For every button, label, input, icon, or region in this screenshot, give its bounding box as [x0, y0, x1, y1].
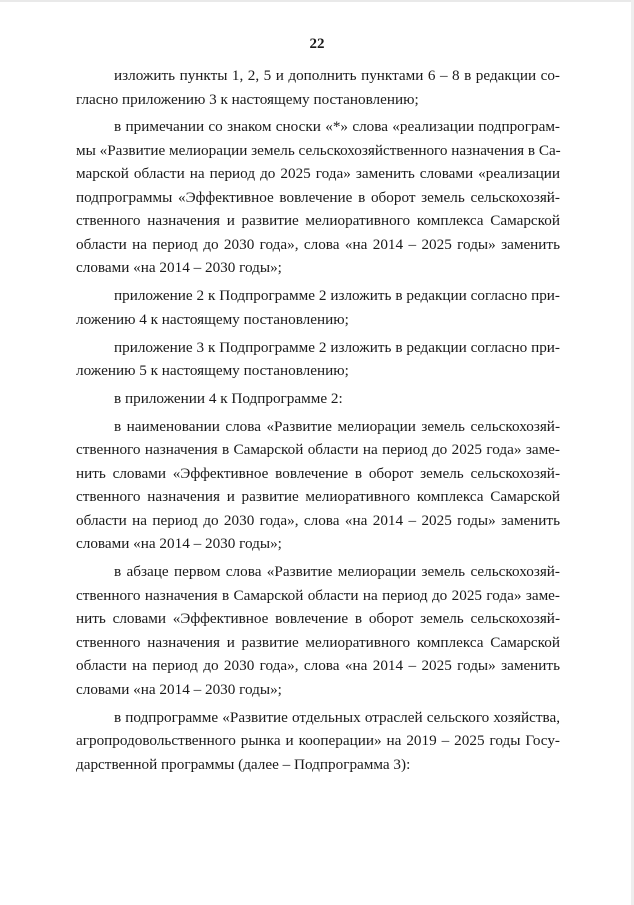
- text-line: приложение 2 к Подпрограмме 2 изложить в редакции согласно при-: [114, 287, 560, 305]
- text-line: словами «на 2014 – 2030 годы»;: [76, 259, 282, 277]
- text-line: области на период до 2030 года», слова «на 2014 – 2025 годы» заменить: [76, 657, 560, 675]
- text-line: в наименовании слова «Развитие мелиорации земель сельскохозяй-: [114, 417, 560, 435]
- text-line: словами «на 2014 – 2030 годы»;: [76, 680, 282, 698]
- text-line: нить словами «Эффективное вовлечение в оборот земель сельскохозяй-: [76, 610, 560, 628]
- text-line: марской области на период до 2025 года» заменить словами «реализации: [76, 165, 560, 183]
- paragraph: [76, 560, 560, 701]
- text-line: приложение 3 к Подпрограмме 2 изложить в редакции согласно при-: [114, 338, 560, 356]
- paragraph: [76, 706, 560, 777]
- paragraph: [76, 284, 560, 331]
- text-line: в подпрограмме «Развитие отдельных отраслей сельского хозяйства,: [114, 708, 560, 726]
- text-line: ственного назначения и развитие мелиоративного комплекса Самарской: [76, 633, 560, 651]
- text-line: в примечании со знаком сноски «*» слова «реализации подпрограм-: [114, 118, 560, 136]
- paragraph: [76, 115, 560, 280]
- text-line: подпрограммы «Эффективное вовлечение в оборот земель сельскохозяй-: [76, 188, 560, 206]
- text-line: ственного назначения в Самарской области на период до 2025 года» заме-: [76, 586, 560, 604]
- page-number: 22: [309, 36, 325, 52]
- paragraph: [76, 64, 560, 111]
- scan-edge-top: [0, 0, 634, 2]
- paragraph: [76, 387, 560, 411]
- text-line: изложить пункты 1, 2, 5 и дополнить пунктами 6 – 8 в редакции со-: [114, 67, 560, 84]
- text-line: гласно приложению 3 к настоящему постановлению;: [76, 90, 419, 108]
- text-line: ложению 4 к настоящему постановлению;: [76, 310, 349, 328]
- paragraph: [76, 336, 560, 383]
- text-line: агропродовольственного рынка и кооперации» на 2019 – 2025 годы Госу-: [76, 732, 560, 750]
- text-line: дарственной программы (далее – Подпрограмма 3):: [76, 755, 411, 773]
- paragraph: [76, 415, 560, 556]
- text-line: словами «на 2014 – 2030 годы»;: [76, 535, 282, 553]
- text-line: в абзаце первом слова «Развитие мелиорации земель сельскохозяй-: [114, 563, 560, 581]
- text-line: ственного назначения и развитие мелиоративного комплекса Самарской: [76, 212, 560, 230]
- text-line: ложению 5 к настоящему постановлению;: [76, 362, 349, 380]
- text-line: области на период до 2030 года», слова «на 2014 – 2025 годы» заменить: [76, 235, 560, 253]
- body-text: [76, 64, 560, 781]
- text-line: области на период до 2030 года», слова «на 2014 – 2025 годы» заменить: [76, 511, 560, 529]
- text-line: ственного назначения и развитие мелиоративного комплекса Самарской: [76, 488, 560, 506]
- text-line: мы «Развитие мелиорации земель сельскохозяйственного назначения в Са-: [76, 141, 561, 159]
- text-line: ственного назначения в Самарской области на период до 2025 года» заме-: [76, 441, 560, 459]
- text-line: в приложении 4 к Подпрограмме 2:: [114, 390, 343, 408]
- text-line: нить словами «Эффективное вовлечение в оборот земель сельскохозяй-: [76, 464, 560, 482]
